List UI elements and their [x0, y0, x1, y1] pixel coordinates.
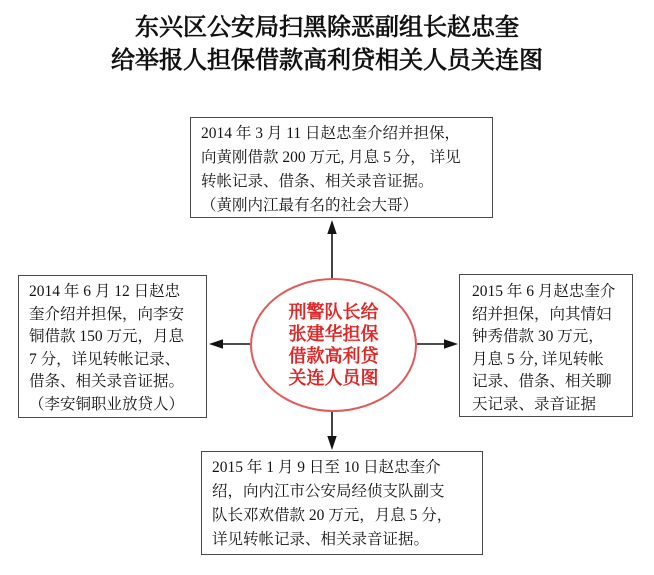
- center-text-line: 刑警队长给: [288, 302, 379, 322]
- text-line: 7 分，详见转帐记录、: [29, 350, 181, 368]
- diagram-title-line2: 给举报人担保借款高利贷相关人员关连图: [111, 48, 543, 74]
- diagram-title: [0, 12, 654, 78]
- text-line: 奎介绍并担保，向李安: [29, 305, 185, 323]
- info-box-top: [190, 117, 493, 218]
- text-line: 绍并担保，向其情妇: [472, 305, 612, 323]
- center-text-line: 张建华担保: [288, 324, 379, 344]
- center-text-line: 关连人员图: [288, 368, 379, 388]
- info-box-right: [459, 274, 633, 417]
- text-line: （李安铜职业放贷人）: [29, 395, 185, 413]
- info-box-bottom: [201, 451, 483, 555]
- text-line: 2014 年 6 月 12 日赵忠: [29, 283, 181, 300]
- text-line: 钟秀借款 30 万元，: [472, 328, 604, 345]
- arrow-down-head: [327, 436, 336, 450]
- text-line: 2014 年 3 月 11 日赵忠奎介绍并担保，: [201, 125, 461, 142]
- text-line: 绍，向内江市公安局经侦支队副支: [212, 483, 445, 500]
- text-line: 天记录、录音证据: [472, 395, 597, 413]
- diagram-title-line1: 东兴区公安局扫黑除恶副组长赵忠奎: [135, 15, 519, 41]
- arrow-right: [417, 339, 458, 348]
- arrow-left: [209, 339, 250, 348]
- text-line: 2015 年 1 月 9 日至 10 日赵忠奎介: [212, 459, 441, 476]
- text-line: 2015 年 6 月赵忠奎介: [472, 283, 616, 300]
- text-line: 记录、借条、相关聊: [472, 373, 612, 390]
- arrow-up: [327, 220, 336, 278]
- info-box-left: [18, 275, 207, 418]
- text-line: 借条、相关录音证据。: [29, 373, 185, 390]
- text-line: 月息 5 分, 详见转帐: [472, 350, 604, 368]
- text-line: 详见转帐记录、相关录音证据。: [212, 531, 430, 548]
- arrow-up-head: [327, 220, 336, 234]
- text-line: 向黄刚借款 200 万元, 月息 5 分， 详见: [201, 149, 461, 166]
- center-text-line: 借款高利贷: [288, 346, 379, 366]
- arrow-left-head: [209, 339, 223, 348]
- text-line: 转帐记录、借条、相关录音证据。: [201, 173, 434, 190]
- arrow-down: [327, 412, 336, 450]
- center-ellipse: [250, 278, 417, 412]
- text-line: 铜借款 150 万元，月息: [29, 328, 185, 345]
- arrow-right-head: [444, 339, 458, 348]
- text-line: 队长邓欢借款 20 万元，月息 5 分，: [212, 507, 453, 524]
- text-line: （黄刚内江最有名的社会大哥）: [201, 197, 419, 214]
